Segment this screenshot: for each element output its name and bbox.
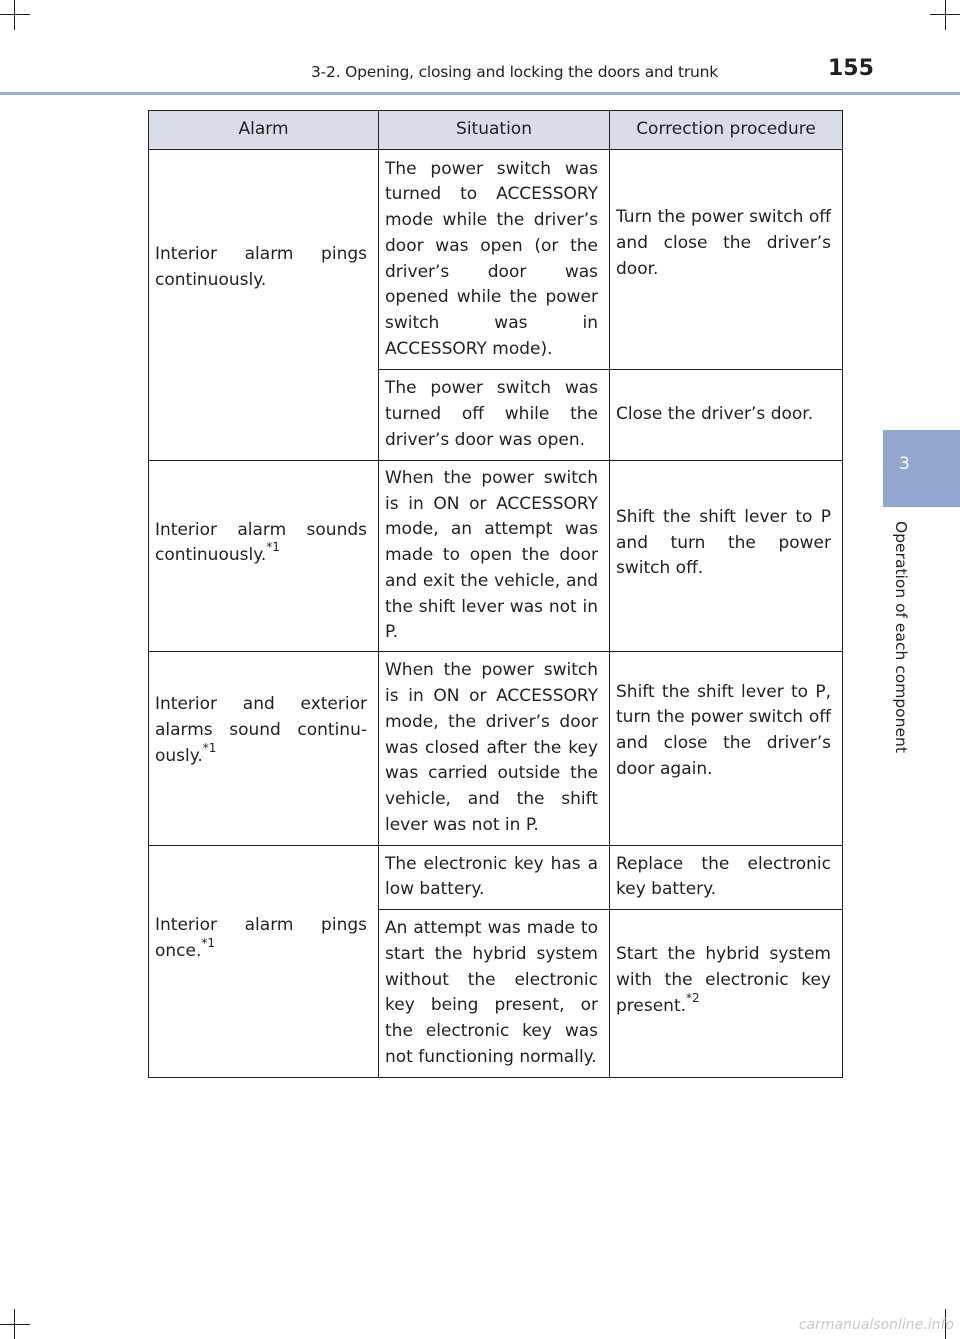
correction-text: Turn the power switch off and close the driver’s door.: [616, 207, 831, 279]
situation-cell: The power switch was turned off while the driver’s door was open.: [379, 370, 610, 461]
alarm-text: Interior alarm pings once.: [155, 915, 367, 961]
header-alarm: Alarm: [149, 111, 379, 150]
alarm-text: Interior and exterior alarms sound continu-ously.: [155, 694, 367, 766]
alarm-note: *1: [202, 740, 217, 755]
correction-text: Shift the shift lever to P, turn the power switch off and close the driver’s door again.: [616, 681, 831, 779]
table-row: [149, 845, 843, 909]
table-row: [149, 150, 843, 370]
table-row: [149, 651, 843, 845]
header-correction: Correction procedure: [610, 111, 843, 150]
chapter-tab: [883, 430, 960, 507]
alarm-cell: [149, 845, 379, 1077]
crop-mark-bottom-left-h: [0, 1324, 30, 1325]
correction-text: Replace the electronic key battery.: [616, 853, 831, 900]
alarm-note: *1: [201, 935, 216, 950]
header-rule: [0, 92, 960, 95]
situation-cell: An attempt was made to start the hybrid system without the electronic key being present, or the electronic key was not functioning normally.: [379, 909, 610, 1077]
correction-cell: [610, 370, 843, 461]
crop-mark-top-left-h: [0, 14, 30, 15]
correction-cell: [610, 845, 843, 909]
correction-cell: [610, 150, 843, 370]
correction-cell: [610, 909, 843, 1077]
correction-text: Start the hybrid system with the electronic key present.: [616, 944, 831, 1016]
section-title: 3-2. Opening, closing and locking the doors and trunk: [311, 63, 719, 81]
table-header-row: [149, 111, 843, 150]
chapter-title: Operation of each component: [892, 521, 910, 753]
alarm-text: Interior alarm sounds continuously.: [155, 519, 367, 566]
situation-cell: When the power switch is in ON or ACCESSORY mode, the driver’s door was closed after the key was carried outside the vehicle, and the shift lever was not in P.: [379, 651, 610, 845]
alarm-table: [148, 110, 843, 1078]
alarm-note: *1: [266, 540, 280, 555]
alarm-cell: [149, 150, 379, 461]
watermark: carmanualsonline.info: [798, 1317, 954, 1333]
crop-mark-top-right-h: [930, 14, 960, 15]
situation-cell: The electronic key has a low battery.: [379, 845, 610, 909]
crop-mark-top-right-v: [945, 0, 946, 30]
correction-text: Shift the shift lever to P and turn the power switch off.: [616, 506, 831, 579]
header-situation: Situation: [379, 111, 610, 150]
correction-note: *2: [686, 990, 700, 1005]
alarm-cell: [149, 651, 379, 845]
situation-cell: The power switch was turned to ACCESSORY mode while the driver’s door was open (or the driver’s door was opened while the power switch was in ACCESSORY mode).: [379, 150, 610, 370]
alarm-text: Interior alarm pings continuously.: [155, 243, 367, 290]
correction-text: Close the driver’s door.: [616, 404, 814, 425]
chapter-title-wrap: [888, 521, 912, 777]
alarm-cell: [149, 461, 379, 652]
table-row: [149, 461, 843, 652]
page-number: 155: [828, 56, 874, 81]
correction-cell: [610, 461, 843, 652]
chapter-number: 3: [899, 454, 910, 474]
crop-mark-top-left-v: [14, 0, 15, 30]
situation-cell: When the power switch is in ON or ACCESSORY mode, an attempt was made to open the door and exit the vehicle, and the shift lever was not in P.: [379, 461, 610, 652]
correction-cell: [610, 651, 843, 845]
